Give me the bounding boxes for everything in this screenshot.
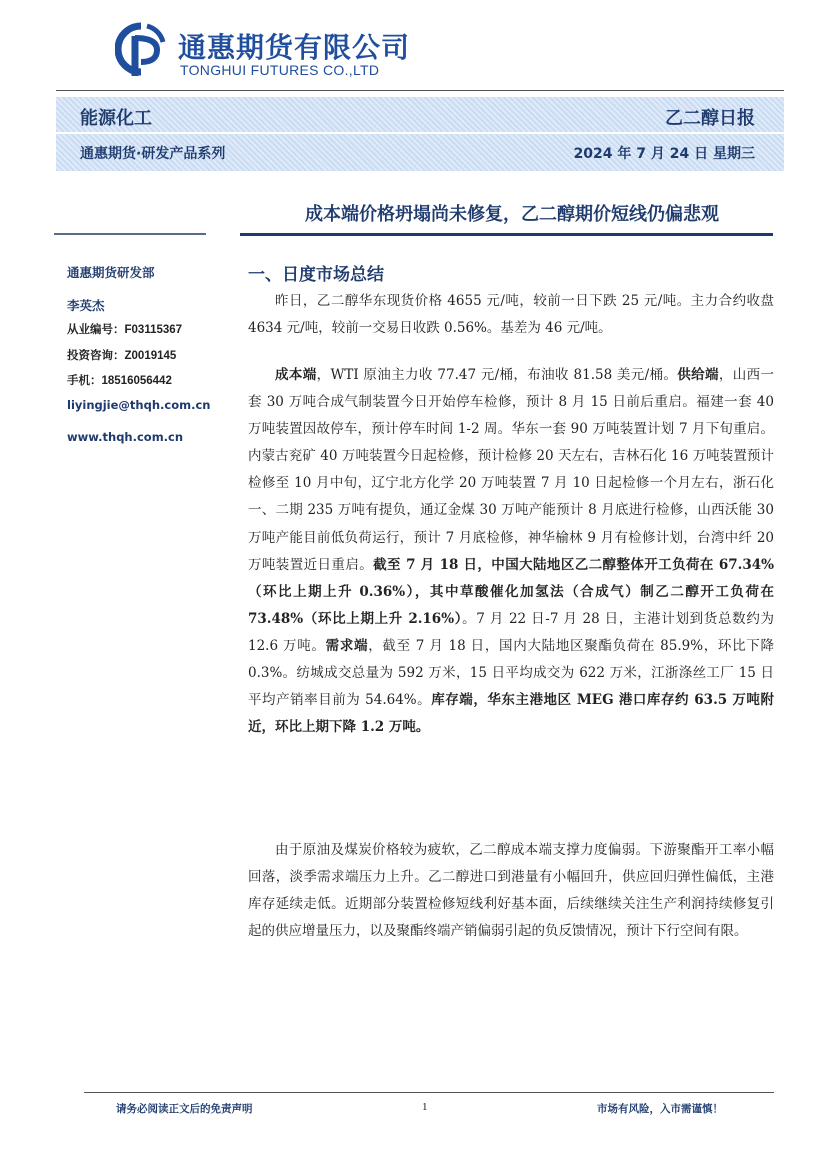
footer-divider xyxy=(84,1092,774,1093)
license-value: F03115367 xyxy=(124,324,183,336)
tonghui-logo-icon xyxy=(115,22,167,78)
paragraph-price-text: 昨日，乙二醇华东现货价格 4655 元/吨，较前一日下跌 25 元/吨。主力合约收盘 4634 元/吨，较前一交易日收跌 0.56%。基差为 46 元/吨。 xyxy=(248,293,774,337)
consult-number xyxy=(67,347,176,363)
emphasis-text: 截至 7 月 18 日，中国大陆地区乙二醇整体开工负荷在 67.34%（环比上期上升 0.36%），其中草酸催化加氢法（合成气）制乙二醇开工负荷在 73.48%（环比上期上升 2.16%） xyxy=(248,556,774,627)
phone-number xyxy=(67,372,172,388)
consult-label: 投资咨询： xyxy=(67,348,125,362)
sidebar-rule xyxy=(54,233,206,235)
body-text-run: 。7 月 22 日-7 月 28 日，主港计划到货总数约为 12.6 万吨。 xyxy=(248,610,775,654)
sector-label: 能源化工 xyxy=(80,108,152,129)
phone-value: 18516056442 xyxy=(101,375,172,387)
emphasis-text: 供给端 xyxy=(677,367,719,383)
page-number: 1 xyxy=(422,1101,428,1113)
research-dept: 通惠期货研发部 xyxy=(67,265,155,280)
phone-label: 手机： xyxy=(67,373,102,387)
license-label: 从业编号： xyxy=(67,322,125,336)
company-name-cn: 通惠期货有限公司 xyxy=(178,31,411,64)
emphasis-text: 成本端 xyxy=(275,367,317,383)
headline: 成本端价格坍塌尚未修复，乙二醇期价短线仍偏悲观 xyxy=(305,204,719,225)
report-date: 2024 年 7 月 24 日 星期三 xyxy=(573,146,755,162)
banner-divider xyxy=(56,132,784,134)
header-divider xyxy=(56,90,784,91)
risk-warning: 市场有风险，入市需谨慎！ xyxy=(597,1103,723,1115)
analyst-name: 李英杰 xyxy=(67,298,105,313)
company-name-en: TONGHUI FUTURES CO.,LTD xyxy=(180,62,380,78)
paragraph-fundamentals xyxy=(248,362,774,741)
report-title: 乙二醇日报 xyxy=(665,108,755,129)
email-link[interactable]: liyingjie@thqh.com.cn xyxy=(67,398,211,412)
license-number xyxy=(67,321,182,337)
body-text-run: ，WTI 原油主力收 77.47 元/桶，布油收 81.58 美元/桶。 xyxy=(316,367,678,383)
body-text-run: ，山西一套 30 万吨合成气制装置今日开始停车检修，预计 8 月 15 日前后重启。福建一套 40 万吨装置因故停车，预计停车时间 1-2 周。华东一套 90 万吨装置计划 7 月下旬重启。内蒙古兖矿 40 万吨装置今日起检修，预计检修 20 天左右，吉林石化 16 万吨装置预计检修至 10 月中旬，辽宁北方化学 20 万吨装置 7 月 10 日起检修一个月左右，浙石化一、二期 235 万吨有提负，通辽金煤 30 万吨产能预计 8 月底进行检修，山西沃能 30 万吨产能目前低负荷运行，预计 7 月底检修，神华榆林 9 月有检修计划，台湾中纤 20 万吨装置近日重启。 xyxy=(248,367,775,573)
paragraph-fundamentals-text xyxy=(248,362,774,741)
emphasis-text: 库存端，华东主港地区 MEG 港口库存约 63.5 万吨附近，环比上期下降 1.2 万吨。 xyxy=(248,692,774,736)
paragraph-outlook-text: 由于原油及煤炭价格较为疲软，乙二醇成本端支撑力度偏弱。下游聚酯开工率小幅回落，淡季需求端压力上升。乙二醇进口到港量有小幅回升，供应回归弹性偏低，主港库存延续走低。近期部分装置检修短线利好基本面，后续继续关注生产利润持续修复引起的供应增量压力，以及聚酯终端产销偏弱引起的负反馈情况，预计下行空间有限。 xyxy=(248,842,774,940)
emphasis-text: 需求端 xyxy=(325,637,369,654)
series-label: 通惠期货·研发产品系列 xyxy=(80,146,226,162)
paragraph-outlook xyxy=(248,837,774,945)
body-text-run: ，截至 7 月 18 日，国内大陆地区聚酯负荷在 85.9%，环比下降 0.3%。纺城成交总量为 592 万米，15 日平均成交为 622 万米，江浙涤丝工厂 15 日平均产销率目前为 54.64%。 xyxy=(248,637,774,709)
website-link[interactable]: www.thqh.com.cn xyxy=(67,430,184,444)
headline-underline xyxy=(240,233,773,236)
section-title: 一、日度市场总结 xyxy=(248,265,384,285)
disclaimer-note: 请务必阅读正文后的免责声明 xyxy=(116,1103,253,1115)
consult-value: Z0019145 xyxy=(124,350,177,362)
paragraph-price xyxy=(248,288,774,342)
